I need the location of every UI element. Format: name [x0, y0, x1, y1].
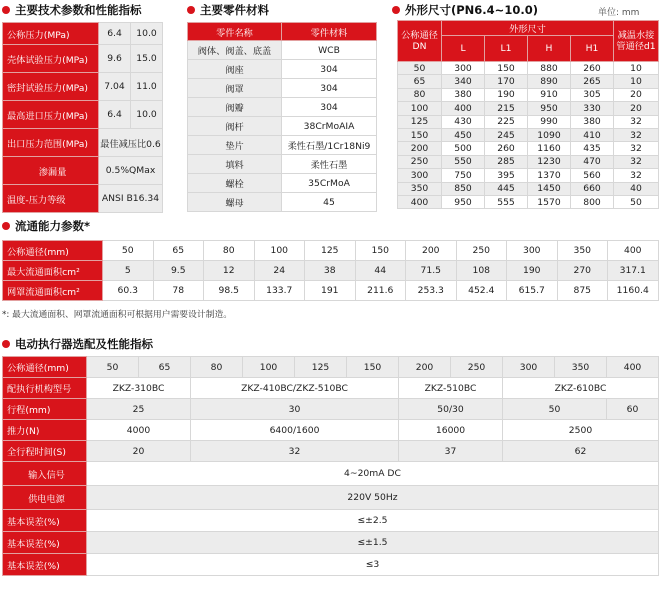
- cell: 1370: [528, 169, 571, 182]
- cell: 380: [442, 88, 485, 101]
- row-label: 网罩流通面积cm²: [3, 281, 103, 301]
- flow-note: *: 最大流通面积、网罩流通面积可根据用户需要设计制造。: [2, 310, 233, 320]
- cell: WCB: [282, 41, 377, 60]
- cell: 38CrMoAIA: [282, 117, 377, 136]
- cell: 4000: [87, 420, 191, 441]
- cell: 10: [614, 62, 659, 75]
- table-row: [188, 155, 377, 174]
- table-row: [398, 115, 659, 128]
- cell: 15.0: [131, 45, 163, 73]
- cell: 垫片: [188, 136, 282, 155]
- cell: 191: [305, 281, 356, 301]
- flow-section-title: 流通能力参数*: [2, 218, 90, 234]
- cell: 20: [87, 441, 191, 462]
- cell: 最佳减压比0.6: [99, 129, 163, 157]
- cell: 78: [153, 281, 204, 301]
- cell: 435: [571, 142, 614, 155]
- cell: 220V 50Hz: [87, 486, 659, 510]
- table-row: [3, 129, 163, 157]
- cell: 200: [398, 142, 442, 155]
- cell: 270: [557, 261, 608, 281]
- column-header: H1: [571, 36, 614, 62]
- cell: 80: [191, 357, 243, 378]
- table-row: [188, 136, 377, 155]
- cell: 1160: [528, 142, 571, 155]
- cell: 6.4: [99, 101, 131, 129]
- cell: 560: [571, 169, 614, 182]
- table-row: [398, 62, 659, 75]
- cell: 4~20mA DC: [87, 462, 659, 486]
- cell: 304: [282, 79, 377, 98]
- cell: 60.3: [103, 281, 154, 301]
- cell: 395: [485, 169, 528, 182]
- cell: 950: [442, 195, 485, 208]
- table-row: [3, 399, 659, 420]
- cell: 250: [398, 155, 442, 168]
- cell: 452.4: [456, 281, 507, 301]
- table-row: [188, 193, 377, 212]
- unit-label: 单位: mm: [598, 8, 640, 18]
- cell: 50: [103, 241, 154, 261]
- cell: 125: [398, 115, 442, 128]
- table-row: [3, 45, 163, 73]
- cell: 24: [254, 261, 305, 281]
- row-label: 公称压力(MPa): [3, 23, 99, 45]
- cell: 215: [485, 102, 528, 115]
- cell: 300: [503, 357, 555, 378]
- table-row: [3, 532, 659, 554]
- cell: 150: [355, 241, 406, 261]
- dims-table: [397, 20, 659, 209]
- actuator-table: [2, 356, 659, 576]
- cell: 880: [528, 62, 571, 75]
- cell: 660: [571, 182, 614, 195]
- table-row: [3, 23, 163, 45]
- cell: 37: [399, 441, 503, 462]
- cell: 800: [571, 195, 614, 208]
- cell: 400: [398, 195, 442, 208]
- cell: 16000: [399, 420, 503, 441]
- table-row: [3, 281, 659, 301]
- flow-table: [2, 240, 659, 301]
- row-label: 密封试验压力(MPa): [3, 73, 99, 101]
- column-header: 零件材料: [282, 23, 377, 41]
- cell: 62: [503, 441, 659, 462]
- cell: ZKZ-610BC: [503, 378, 659, 399]
- cell: 11.0: [131, 73, 163, 101]
- bullet-icon: [187, 6, 195, 14]
- row-label: 温度-压力等级: [3, 185, 99, 213]
- cell: 32: [614, 142, 659, 155]
- cell: 1450: [528, 182, 571, 195]
- table-row: [3, 73, 163, 101]
- cell: 5: [103, 261, 154, 281]
- table-row: [398, 75, 659, 88]
- cell: 125: [305, 241, 356, 261]
- cell: 98.5: [204, 281, 255, 301]
- cell: 170: [485, 75, 528, 88]
- row-label: 基本误差(%): [3, 554, 87, 576]
- cell: 260: [571, 62, 614, 75]
- dims-section-title: 外形尺寸(PN6.4~10.0): [392, 2, 538, 18]
- cell: 65: [139, 357, 191, 378]
- cell: 211.6: [355, 281, 406, 301]
- cell: 50: [614, 195, 659, 208]
- row-label: 行程(mm): [3, 399, 87, 420]
- cell: 225: [485, 115, 528, 128]
- bullet-icon: [2, 6, 10, 14]
- cell: 阀体、阀盖、底盖: [188, 41, 282, 60]
- cell: 108: [456, 261, 507, 281]
- cell: 6.4: [99, 23, 131, 45]
- cell: 400: [442, 102, 485, 115]
- cell: 60: [607, 399, 659, 420]
- table-row: [3, 510, 659, 532]
- bullet-icon: [392, 6, 400, 14]
- cell: 80: [204, 241, 255, 261]
- table-row: [188, 117, 377, 136]
- row-label: 壳体试验压力(MPa): [3, 45, 99, 73]
- row-label: 最高进口压力(MPa): [3, 101, 99, 129]
- cell: 304: [282, 98, 377, 117]
- cell: 1160.4: [608, 281, 659, 301]
- table-header-row: [398, 21, 659, 36]
- cell: 32: [191, 441, 399, 462]
- cell: ZKZ-510BC: [399, 378, 503, 399]
- row-label: 渗漏量: [3, 157, 99, 185]
- cell: 65: [153, 241, 204, 261]
- table-row: [3, 554, 659, 576]
- row-label: 公称通径(mm): [3, 357, 87, 378]
- cell: 400: [608, 241, 659, 261]
- cell: 400: [607, 357, 659, 378]
- table-row: [398, 102, 659, 115]
- cell: 9.5: [153, 261, 204, 281]
- cell: 柔性石墨: [282, 155, 377, 174]
- row-label: 推力(N): [3, 420, 87, 441]
- cell: 45: [282, 193, 377, 212]
- cell: 35CrMoA: [282, 174, 377, 193]
- cell: 555: [485, 195, 528, 208]
- cell: 890: [528, 75, 571, 88]
- cell: 950: [528, 102, 571, 115]
- cell: ≤±2.5: [87, 510, 659, 532]
- cell: 20: [614, 88, 659, 101]
- cell: 50: [503, 399, 607, 420]
- cell: 450: [442, 128, 485, 141]
- cell: ZKZ-410BC/ZKZ-510BC: [191, 378, 399, 399]
- cell: 2500: [503, 420, 659, 441]
- cell: 1230: [528, 155, 571, 168]
- cell: 12: [204, 261, 255, 281]
- table-row: [3, 241, 659, 261]
- column-header: L: [442, 36, 485, 62]
- cell: 500: [442, 142, 485, 155]
- cell: 32: [614, 128, 659, 141]
- row-label: 出口压力范围(MPa): [3, 129, 99, 157]
- table-row: [3, 378, 659, 399]
- cell: 80: [398, 88, 442, 101]
- column-header: H: [528, 36, 571, 62]
- cell: ≤±1.5: [87, 532, 659, 554]
- row-label: 供电电源: [3, 486, 87, 510]
- row-label: 最大流通面积cm²: [3, 261, 103, 281]
- table-row: [398, 142, 659, 155]
- cell: 6400/1600: [191, 420, 399, 441]
- cell: 285: [485, 155, 528, 168]
- cell: 32: [614, 155, 659, 168]
- cell: 阀杆: [188, 117, 282, 136]
- cell: 125: [295, 357, 347, 378]
- cell: 10.0: [131, 23, 163, 45]
- cell: 44: [355, 261, 406, 281]
- cell: 100: [398, 102, 442, 115]
- cell: 填料: [188, 155, 282, 174]
- cell: 150: [398, 128, 442, 141]
- cell: 50/30: [399, 399, 503, 420]
- tech-params-table: [2, 22, 163, 213]
- cell: 190: [485, 88, 528, 101]
- table-header-row: [188, 23, 377, 41]
- cell: 260: [485, 142, 528, 155]
- cell: 430: [442, 115, 485, 128]
- bullet-icon: [2, 222, 10, 230]
- cell: 305: [571, 88, 614, 101]
- cell: 200: [399, 357, 451, 378]
- table-row: [398, 169, 659, 182]
- table-row: [3, 486, 659, 510]
- cell: 350: [557, 241, 608, 261]
- row-label: 全行程时间(S): [3, 441, 87, 462]
- cell: 300: [442, 62, 485, 75]
- actuator-section-title: 电动执行器选配及性能指标: [2, 336, 153, 352]
- cell: 300: [398, 169, 442, 182]
- table-row: [188, 60, 377, 79]
- column-header: 零件名称: [188, 23, 282, 41]
- cell: 250: [451, 357, 503, 378]
- table-row: [398, 195, 659, 208]
- table-row: [188, 79, 377, 98]
- row-label: 输入信号: [3, 462, 87, 486]
- cell: 750: [442, 169, 485, 182]
- parts-section-title: 主要零件材料: [187, 2, 269, 18]
- cell: 50: [87, 357, 139, 378]
- cell: 990: [528, 115, 571, 128]
- table-row: [188, 98, 377, 117]
- cell: 470: [571, 155, 614, 168]
- row-label: 配执行机构型号: [3, 378, 87, 399]
- cell: 螺栓: [188, 174, 282, 193]
- cell: 850: [442, 182, 485, 195]
- table-row: [3, 101, 163, 129]
- cell: 柔性石墨/1Cr18Ni9: [282, 136, 377, 155]
- table-row: [188, 41, 377, 60]
- cell: 100: [243, 357, 295, 378]
- cell: 20: [614, 102, 659, 115]
- cell: 875: [557, 281, 608, 301]
- cell: 133.7: [254, 281, 305, 301]
- table-row: [398, 128, 659, 141]
- cell: 340: [442, 75, 485, 88]
- cell: 10.0: [131, 101, 163, 129]
- table-row: [188, 174, 377, 193]
- cell: 7.04: [99, 73, 131, 101]
- row-label: 基本误差(%): [3, 532, 87, 554]
- cell: ≤3: [87, 554, 659, 576]
- cell: 38: [305, 261, 356, 281]
- cell: 253.3: [406, 281, 457, 301]
- table-row: [398, 155, 659, 168]
- table-row: [3, 185, 163, 213]
- table-row: [398, 182, 659, 195]
- cell: 550: [442, 155, 485, 168]
- cell: 1570: [528, 195, 571, 208]
- cell: 150: [347, 357, 399, 378]
- cell: ANSI B16.34: [99, 185, 163, 213]
- cell: 阀瓣: [188, 98, 282, 117]
- cell: 445: [485, 182, 528, 195]
- cell: 350: [398, 182, 442, 195]
- cell: 32: [614, 115, 659, 128]
- cell: 380: [571, 115, 614, 128]
- cell: 330: [571, 102, 614, 115]
- table-row: [3, 157, 163, 185]
- row-label: 基本误差(%): [3, 510, 87, 532]
- cell: 10: [614, 75, 659, 88]
- column-header: 公称通径 DN: [398, 21, 442, 62]
- cell: 410: [571, 128, 614, 141]
- tech-section-title: 主要技术参数和性能指标: [2, 2, 142, 18]
- cell: 40: [614, 182, 659, 195]
- cell: 317.1: [608, 261, 659, 281]
- cell: 65: [398, 75, 442, 88]
- cell: 1090: [528, 128, 571, 141]
- row-label: 公称通径(mm): [3, 241, 103, 261]
- cell: 阀座: [188, 60, 282, 79]
- cell: 250: [456, 241, 507, 261]
- table-row: [3, 441, 659, 462]
- cell: 25: [87, 399, 191, 420]
- cell: 9.6: [99, 45, 131, 73]
- cell: 265: [571, 75, 614, 88]
- parts-table: [187, 22, 377, 212]
- cell: 50: [398, 62, 442, 75]
- cell: 30: [191, 399, 399, 420]
- cell: 螺母: [188, 193, 282, 212]
- cell: 350: [555, 357, 607, 378]
- table-row: [3, 462, 659, 486]
- cell: 100: [254, 241, 305, 261]
- cell: 190: [507, 261, 558, 281]
- cell: 阀罩: [188, 79, 282, 98]
- cell: 245: [485, 128, 528, 141]
- cell: 150: [485, 62, 528, 75]
- table-row: [3, 261, 659, 281]
- column-header: 外形尺寸: [442, 21, 614, 36]
- cell: 200: [406, 241, 457, 261]
- column-header: 减温水接管通径d1: [614, 21, 659, 62]
- cell: 910: [528, 88, 571, 101]
- table-row: [3, 357, 659, 378]
- cell: 0.5%QMax: [99, 157, 163, 185]
- bullet-icon: [2, 340, 10, 348]
- cell: 615.7: [507, 281, 558, 301]
- cell: 71.5: [406, 261, 457, 281]
- table-row: [3, 420, 659, 441]
- cell: ZKZ-310BC: [87, 378, 191, 399]
- table-row: [398, 88, 659, 101]
- column-header: L1: [485, 36, 528, 62]
- cell: 32: [614, 169, 659, 182]
- cell: 304: [282, 60, 377, 79]
- cell: 300: [507, 241, 558, 261]
